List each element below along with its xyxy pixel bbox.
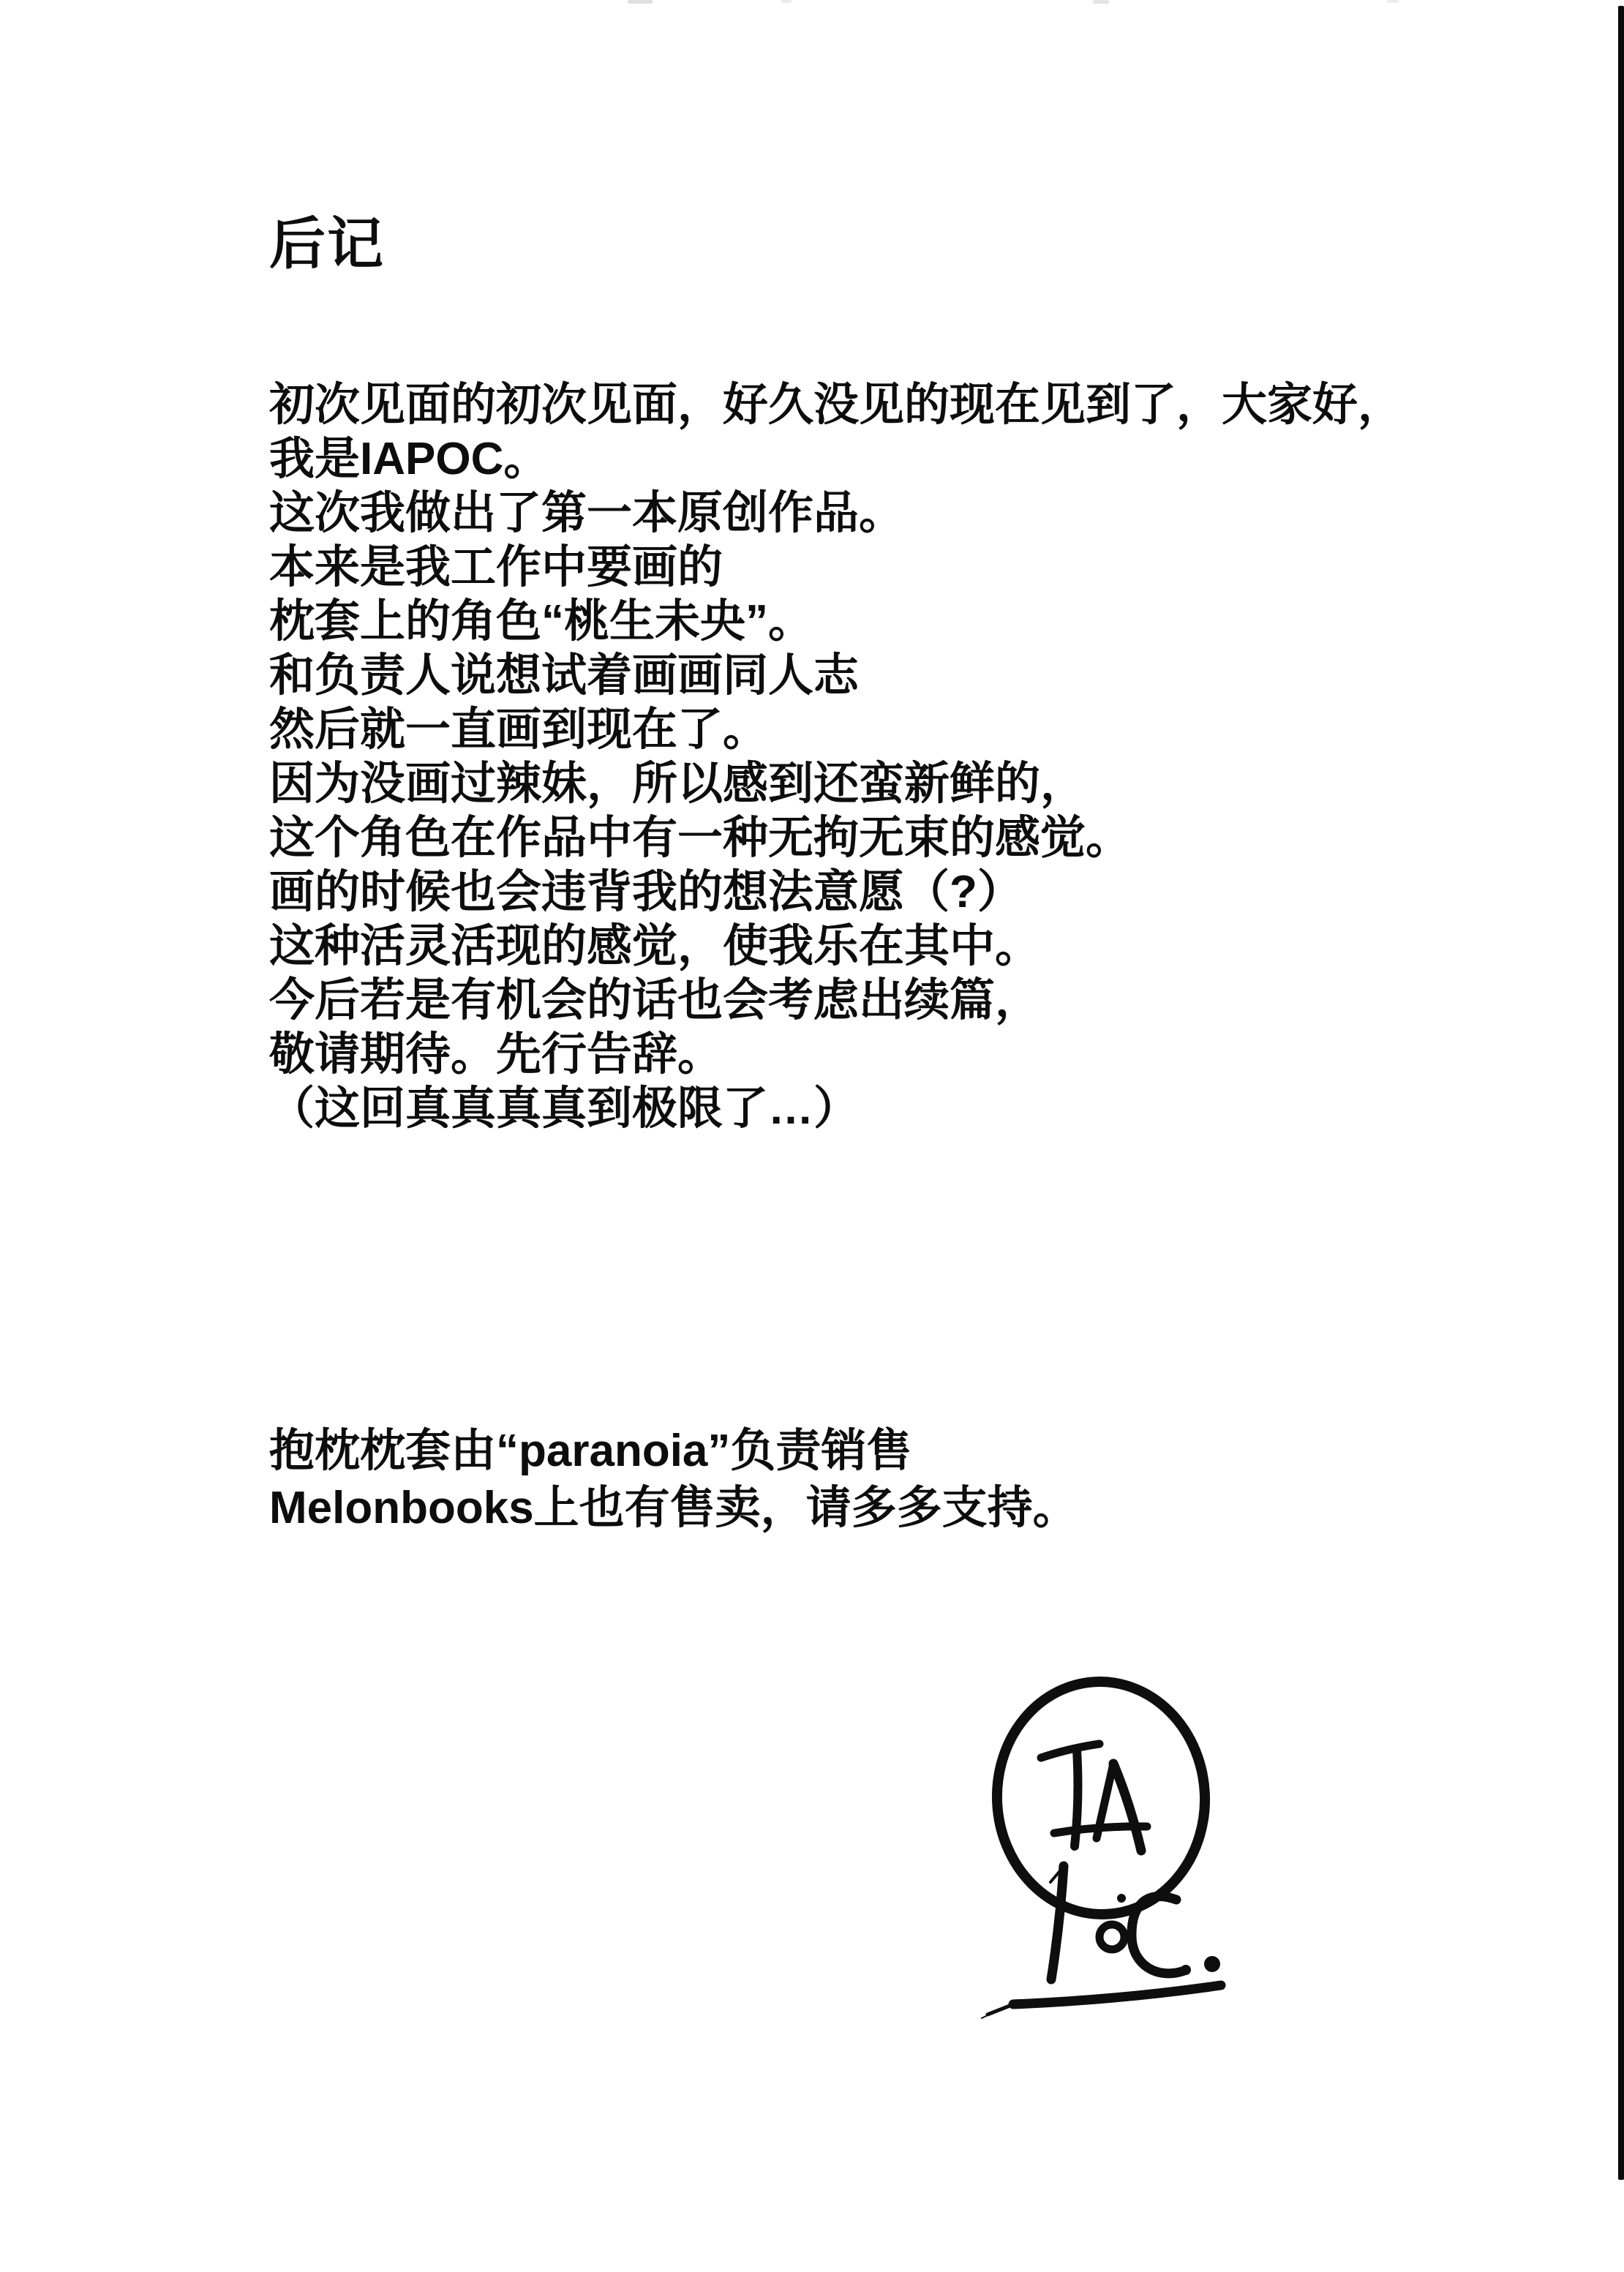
afterword-line-2: 我是IAPOC。 xyxy=(269,434,549,484)
scan-noise xyxy=(1093,0,1109,4)
signature-circle xyxy=(991,1677,1211,1919)
afterword-line-12: 今后若是有机会的话也会考虑出续篇， xyxy=(269,975,1041,1026)
afterword-line-7: 然后就一直画到现在了。 xyxy=(269,704,769,755)
sales-note-line-1: 抱枕枕套由“paranoia”负责销售 xyxy=(269,1426,912,1476)
scan-noise xyxy=(1387,0,1399,3)
signature-tail-poc xyxy=(1050,1866,1220,1979)
sales-note-line-2: Melonbooks上也有售卖，请多多支持。 xyxy=(269,1483,1078,1533)
afterword-title: 后记 xyxy=(269,213,385,276)
afterword-line-5: 枕套上的角色“桃生未央”。 xyxy=(269,596,814,647)
sales-note xyxy=(269,1423,1078,1537)
afterword-line-4: 本来是我工作中要画的 xyxy=(269,542,723,593)
afterword-line-13: 敬请期待。先行告辞。 xyxy=(269,1029,723,1080)
afterword-line-9: 这个角色在作品中有一种无拘无束的感觉。 xyxy=(269,813,1132,863)
afterword-line-8: 因为没画过辣妹，所以感到还蛮新鲜的， xyxy=(269,759,1086,809)
signature-initials-ia xyxy=(1041,1744,1147,1851)
artist-signature xyxy=(951,1660,1258,2034)
afterword-line-6: 和负责人说想试着画画同人志 xyxy=(269,650,860,701)
signature-underline xyxy=(982,1985,1221,2018)
scan-noise xyxy=(628,0,653,4)
afterword-line-11: 这种活灵活现的感觉，使我乐在其中。 xyxy=(269,921,1041,971)
afterword-line-10: 画的时候也会违背我的想法意愿（?） xyxy=(269,867,1023,917)
scan-noise xyxy=(781,0,792,3)
afterword-line-1: 初次见面的初次见面，好久没见的现在见到了，大家好， xyxy=(269,380,1404,430)
afterword-body xyxy=(269,378,1403,1136)
afterword-line-14: （这回真真真真到极限了…） xyxy=(269,1083,860,1134)
scan-edge-right xyxy=(1618,6,1624,2180)
afterword-line-3: 这次我做出了第一本原创作品。 xyxy=(269,488,905,538)
